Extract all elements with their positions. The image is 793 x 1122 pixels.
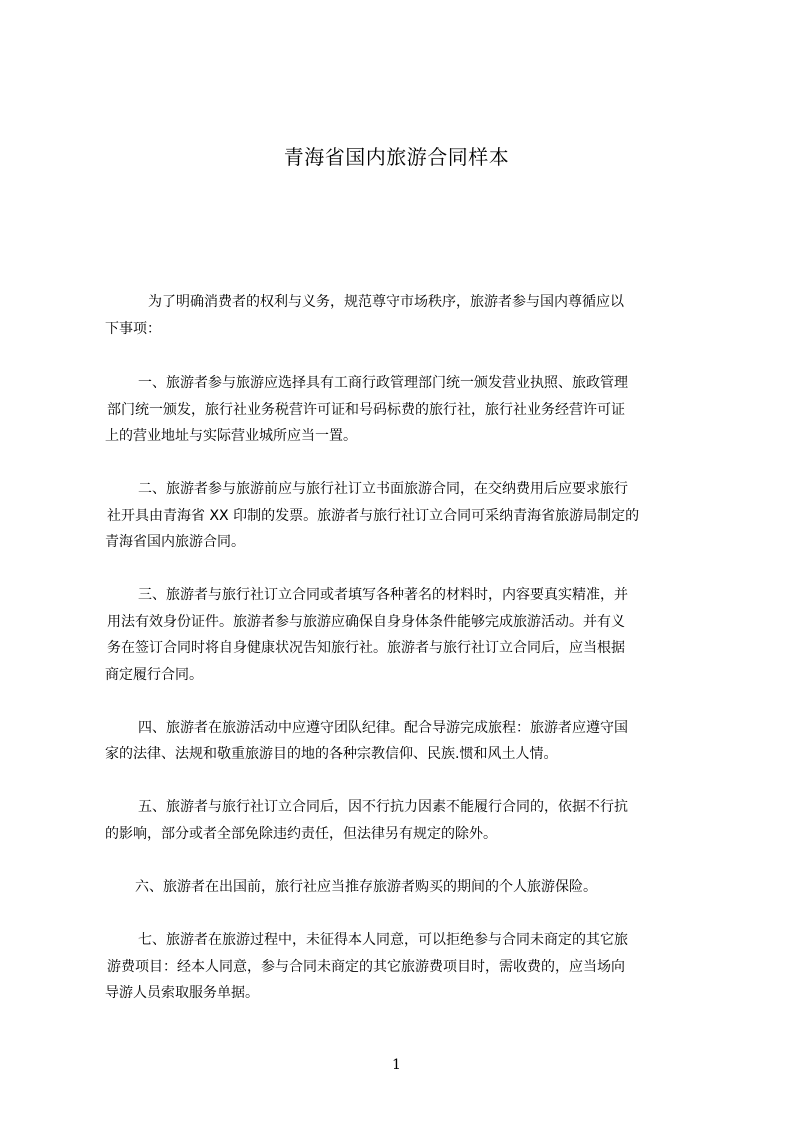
text-line: 四、旅游者在旅游活动中应遵守团队纪律。配合导游完成旅程：旅游者应遵守国	[138, 720, 628, 736]
text-line: 五、旅游者与旅行社订立合同后，因不行抗力因素不能履行合同的，依据不行抗	[138, 799, 628, 815]
text-line: 商定履行合同。	[105, 667, 203, 683]
text-line: 青海省国内旅游合同。	[105, 534, 245, 550]
page-number: 1	[392, 1057, 401, 1073]
text-line: 七、旅游者在旅游过程中，未征得本人同意，可以拒绝参与合同未商定的其它旅	[138, 932, 628, 948]
text-line: 用法有效身份证件。旅游者参与旅游应确保自身身体条件能够完成旅游活动。并有义	[107, 614, 625, 630]
text-line: 上的营业地址与实际营业城所应当一置。	[105, 428, 357, 444]
document-title: 青海省国内旅游合同样本	[283, 145, 510, 169]
text-line: 家的法律、法规和敬重旅游目的地的各种宗教信仰、民族.惯和风土人情。	[105, 746, 558, 762]
text-line: 下事项：	[105, 321, 161, 337]
text-line: 二、旅游者参与旅游前应与旅行社订立书面旅游合同，在交纳费用后应要求旅行	[138, 481, 628, 497]
text-line: 务在签订合同时将自身健康状况告知旅行社。旅游者与旅行社订立合同后，应当根据	[107, 640, 625, 656]
text-line: 为了明确消费者的权利与义务，规范尊守市场秩序，旅游者参与国内尊循应以	[148, 294, 624, 310]
text-line: 三、旅游者与旅行社订立合同或者填写各种著名的材料时，内容要真实精准，并	[138, 587, 628, 603]
text-line: 的影响，部分或者全部免除违约责任，但法律另有规定的除外。	[105, 826, 497, 842]
text-line: 导游人员索取服务单据。	[105, 985, 259, 1001]
text-line: 六、旅游者在出国前，旅行社应当推存旅游者购买的期间的个人旅游保险。	[135, 879, 597, 895]
text-line: 游费项目：经本人同意，参与合同未商定的其它旅游费项目时，需收费的，应当场向	[107, 959, 625, 975]
text-line: 一、旅游者参与旅游应选择具有工商行政管理部门统一颁发营业执照、旅政管理	[138, 375, 628, 391]
text-line: 部门统一颁发，旅行社业务税营许可证和号码标费的旅行社，旅行社业务经营许可证	[107, 402, 625, 418]
text-line: 社开具由青海省 XX 印制的发票。旅游者与旅行社订立合同可采纳青海省旅游局制定的	[107, 508, 640, 524]
